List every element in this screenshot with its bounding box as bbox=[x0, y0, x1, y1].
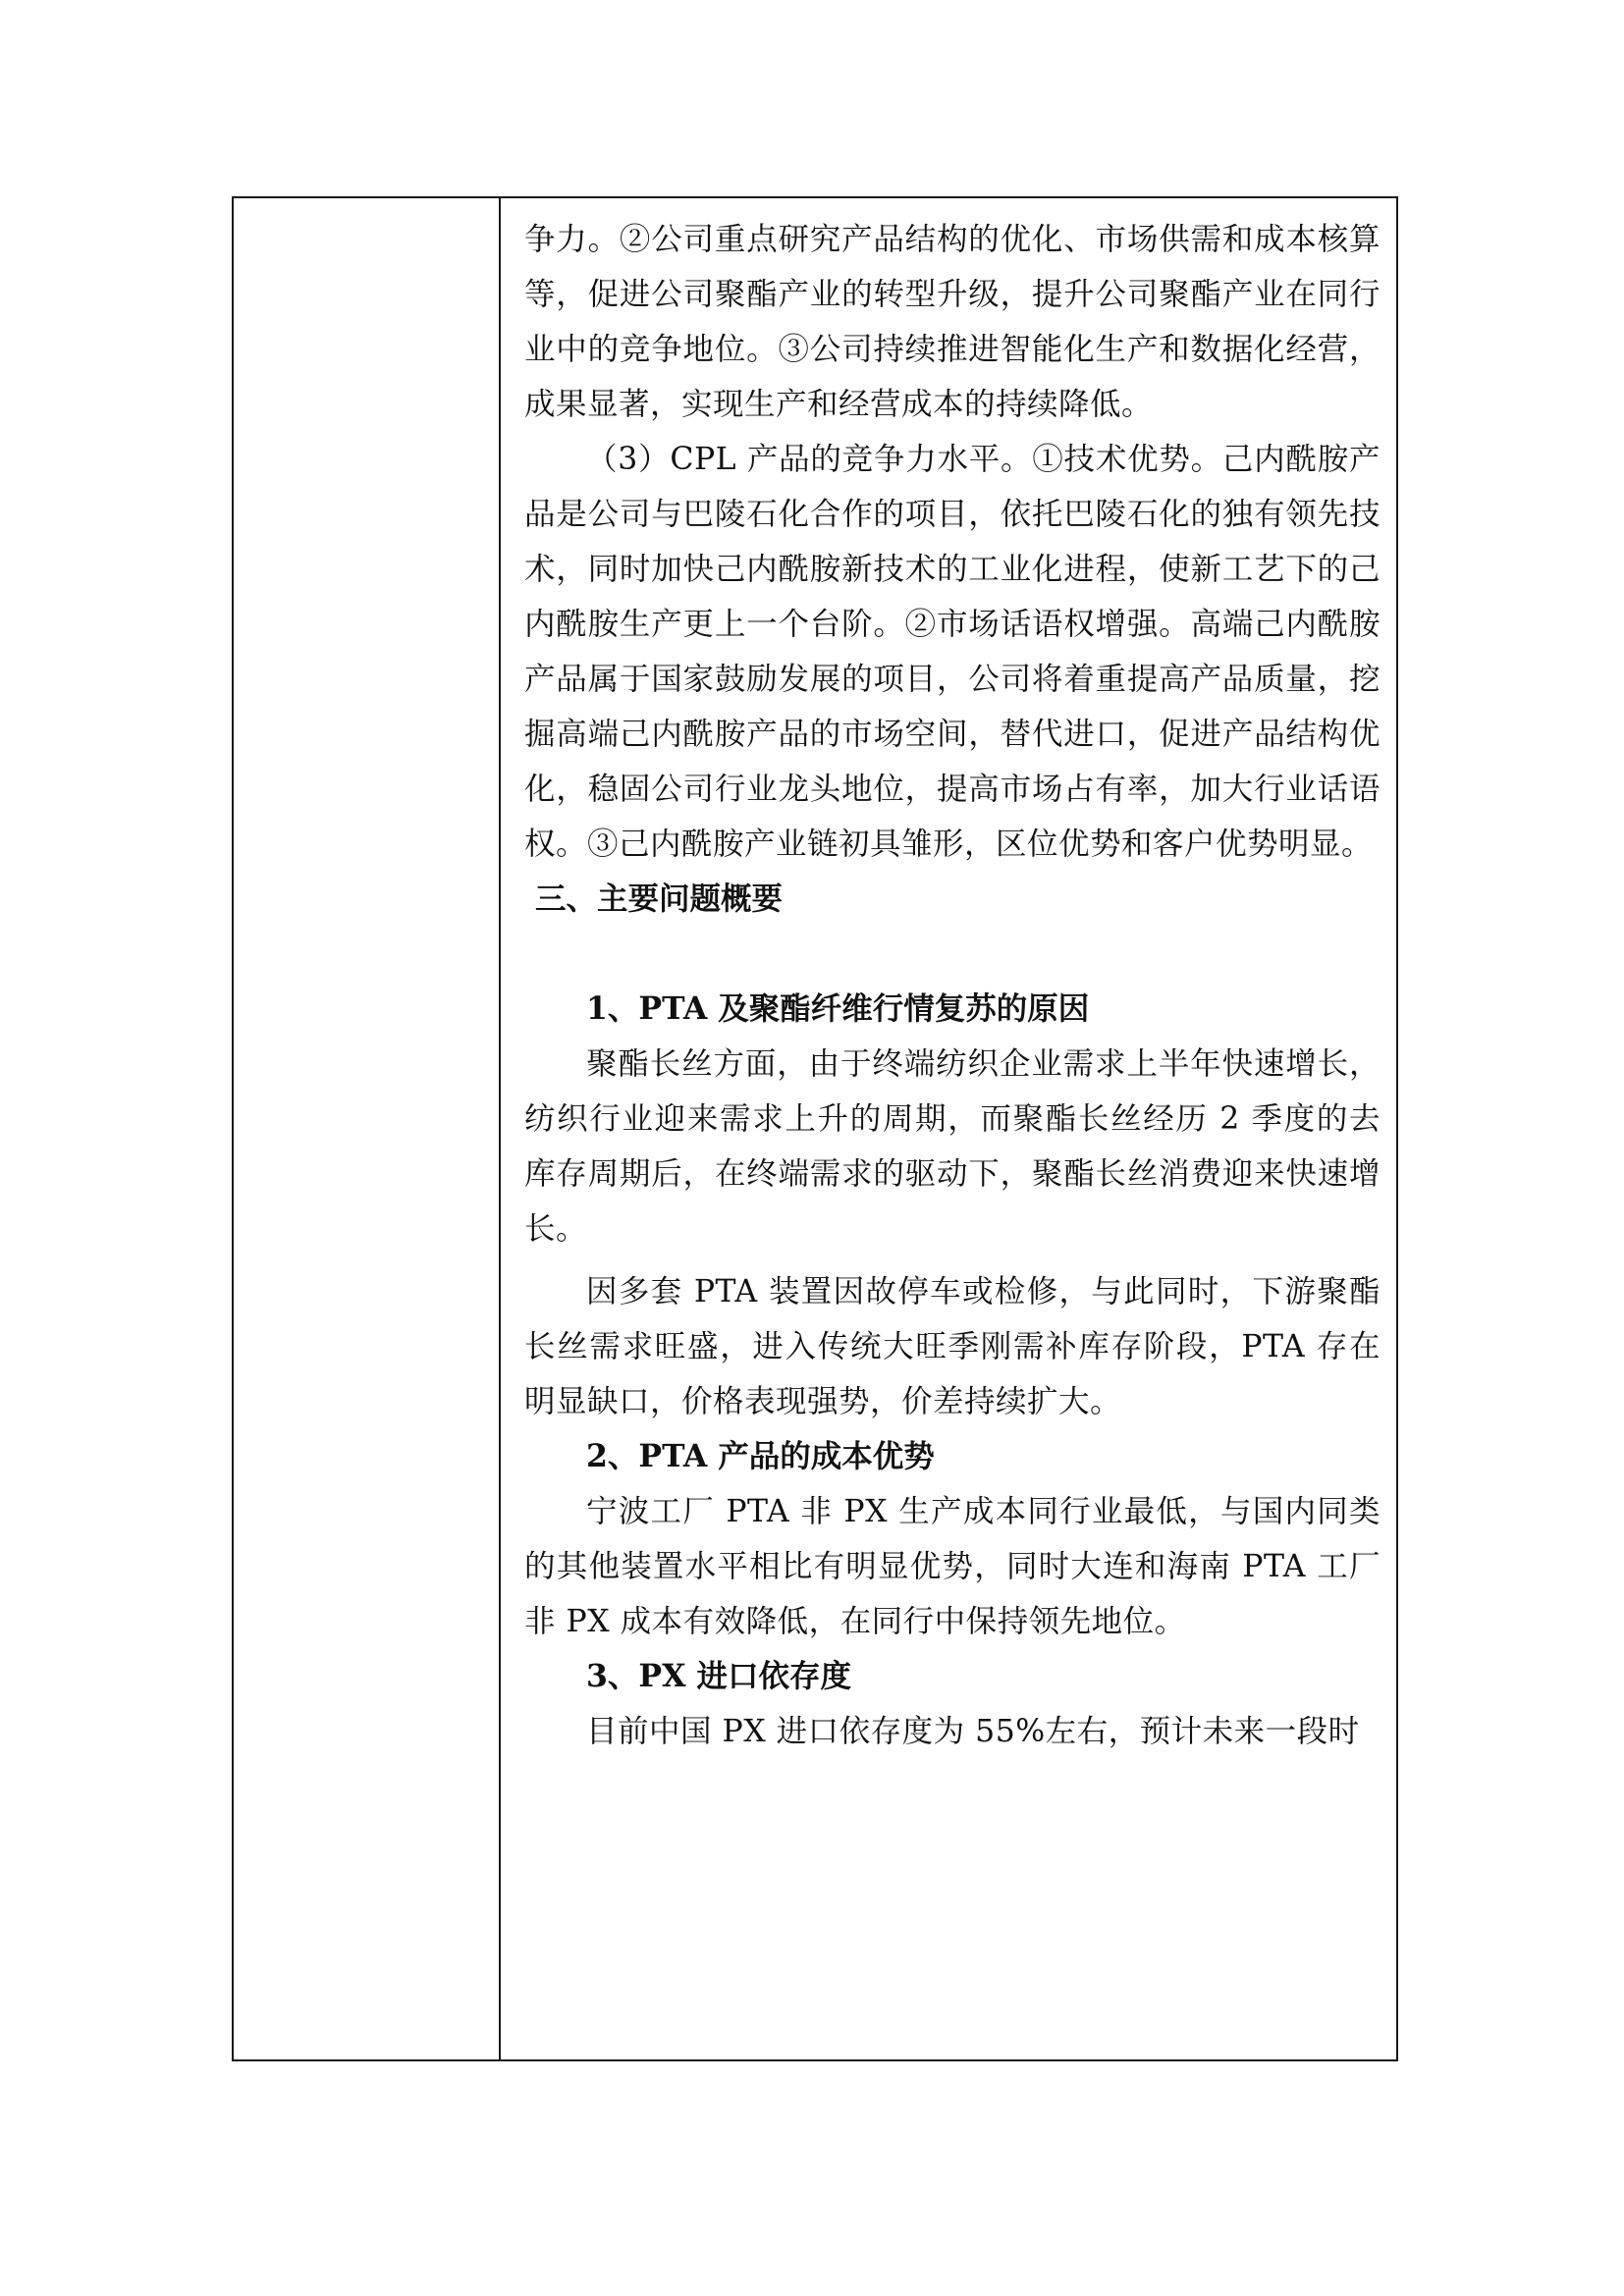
section-spacer bbox=[524, 927, 1380, 982]
question-1-paragraph-2: 因多套 PTA 装置因故停车或检修，与此同时，下游聚酯长丝需求旺盛，进入传统大旺季刚需补库存阶段，PTA 存在明显缺口，价格表现强势，价差持续扩大。 bbox=[524, 1274, 1380, 1419]
table-left-cell bbox=[234, 198, 501, 2059]
question-3-title: 3、PX 进口依存度 bbox=[586, 1658, 852, 1694]
document-table bbox=[232, 196, 1398, 2061]
table-content-cell bbox=[501, 198, 1396, 2059]
cpl-competitiveness-paragraph: （3）CPL 产品的竞争力水平。①技术优势。己内酰胺产品是公司与巴陵石化合作的项目，依托巴陵石化的独有领先技术，同时加快己内酰胺新技术的工业化进程，使新工艺下的己内酰胺生产更上一个台阶。②市场话语权增强。高端己内酰胺产品属于国家鼓励发展的项目，公司将着重提高产品质量，挖掘高端己内酰胺产品的市场空间，替代进口，促进产品结构优化，稳固公司行业龙头地位，提高市场占有率，加大行业话语权。③己内酰胺产业链初具雏形，区位优势和客户优势明显。 bbox=[524, 442, 1380, 862]
question-1-title: 1、PTA 及聚酯纤维行情复苏的原因 bbox=[586, 990, 1090, 1027]
question-3-paragraph-1: 目前中国 PX 进口依存度为 55%左右，预计未来一段时 bbox=[586, 1714, 1360, 1749]
continuation-paragraph: 争力。②公司重点研究产品结构的优化、市场供需和成本核算等，促进公司聚酯产业的转型升级，提升公司聚酯产业在同行业中的竞争地位。③公司持续推进智能化生产和数据化经营，成果显著，实现生产和经营成本的持续降低。 bbox=[524, 222, 1380, 422]
section-title: 三、主要问题概要 bbox=[535, 881, 784, 917]
question-2-paragraph-1: 宁波工厂 PTA 非 PX 生产成本同行业最低，与国内同类的其他装置水平相比有明显优势，同时大连和海南 PTA 工厂非 PX 成本有效降低，在同行中保持领先地位。 bbox=[524, 1494, 1380, 1639]
question-2-title: 2、PTA 产品的成本优势 bbox=[586, 1438, 935, 1474]
question-1-paragraph-1: 聚酯长丝方面，由于终端纺织企业需求上半年快速增长，纺织行业迎来需求上升的周期，而聚酯长丝经历 2 季度的去库存周期后，在终端需求的驱动下，聚酯长丝消费迎来快速增长。 bbox=[524, 1046, 1380, 1247]
paragraph-spacer bbox=[524, 1256, 1380, 1264]
